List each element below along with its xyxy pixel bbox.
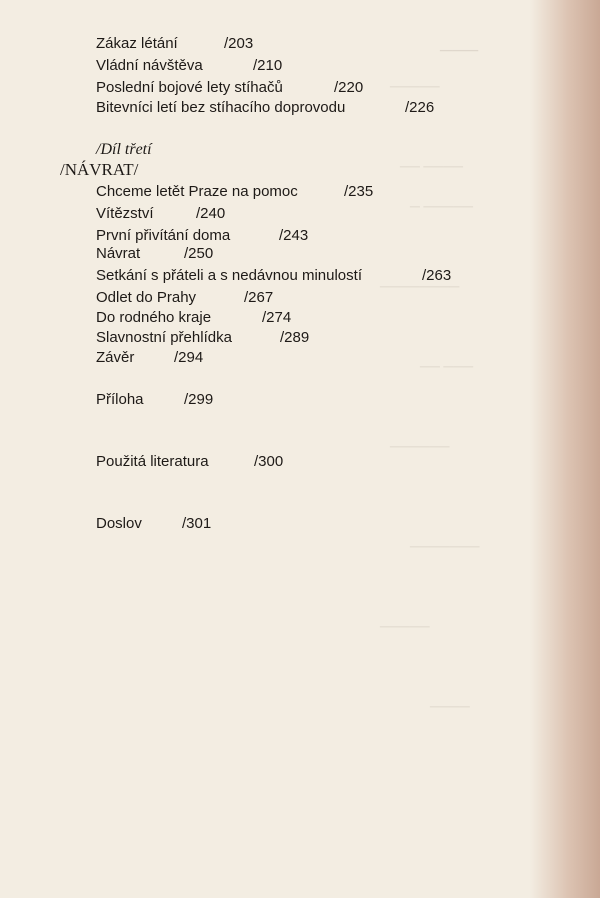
toc-entry-title: První přivítání doma [96,227,231,244]
toc-entry-title: Zákaz létání [96,35,178,52]
toc-entry-page: /235 [344,183,374,200]
toc-entry-title: Bitevníci letí bez stíhacího doprovodu [96,99,346,116]
toc-entry [96,204,226,224]
toc-entry-page: /301 [182,515,212,532]
toc-entry-page: /294 [174,349,204,366]
toc-entry-page: /263 [422,267,452,284]
toc-entry [96,226,309,246]
toc-entry [96,244,214,264]
toc-entry-title: Poslední bojové lety stíhačů [96,79,283,96]
toc-entry-page: /289 [280,329,310,346]
toc-entry-title: Odlet do Prahy [96,289,197,306]
toc-entry-title: Vítězství [96,205,154,222]
toc-entry-title: Vládní návštěva [96,57,203,74]
toc-entry [96,98,435,118]
toc-entry-title: Návrat [96,245,141,262]
part-title: /NÁVRAT/ [60,160,139,179]
toc-entry-title: Slavnostní přehlídka [96,329,232,346]
toc-entry-title: Do rodného kraje [96,309,212,326]
toc-entry-page: /226 [405,99,435,116]
toc-entry [96,78,364,98]
toc-entry-page: /267 [244,289,274,306]
toc-entry [96,308,292,328]
toc-entry-title: Použitá literatura [96,453,209,470]
toc-entry [96,288,274,308]
toc-entry-title: Příloha [96,391,144,408]
toc-entry [96,390,214,410]
page-edge-shadow [530,0,600,898]
toc-entry [96,348,204,368]
toc-entry-title: Setkání s přáteli a s nedávnou minulostí [96,267,362,284]
toc-entry-title: Doslov [96,515,142,532]
toc-entry-page: /240 [196,205,226,222]
toc-entry [96,266,452,286]
toc-entry-page: /300 [254,453,284,470]
toc-entry [96,56,283,76]
toc-entry-page: /220 [334,79,364,96]
toc-entry-page: /274 [262,309,292,326]
toc-entry-title: Závěr [96,349,135,366]
toc-entry-title: Chceme letět Praze na pomoc [96,183,298,200]
toc-entry-page: /250 [184,245,214,262]
toc-entry [96,452,284,472]
bleed-through-text: ─── ───── ──── ── ───── ─ ──────── ─── ── ────── ─────── ───── ──── [380,40,480,715]
toc-entry [96,514,212,534]
toc-entry [96,182,374,202]
toc-entry [96,328,310,348]
toc-entry-page: /210 [253,57,283,74]
toc-entry-page: /203 [224,35,254,52]
toc-entry-page: /243 [279,227,309,244]
toc-entry-page: /299 [184,391,214,408]
part-heading: /Díl třetí [96,141,152,158]
toc-entry [96,34,254,54]
